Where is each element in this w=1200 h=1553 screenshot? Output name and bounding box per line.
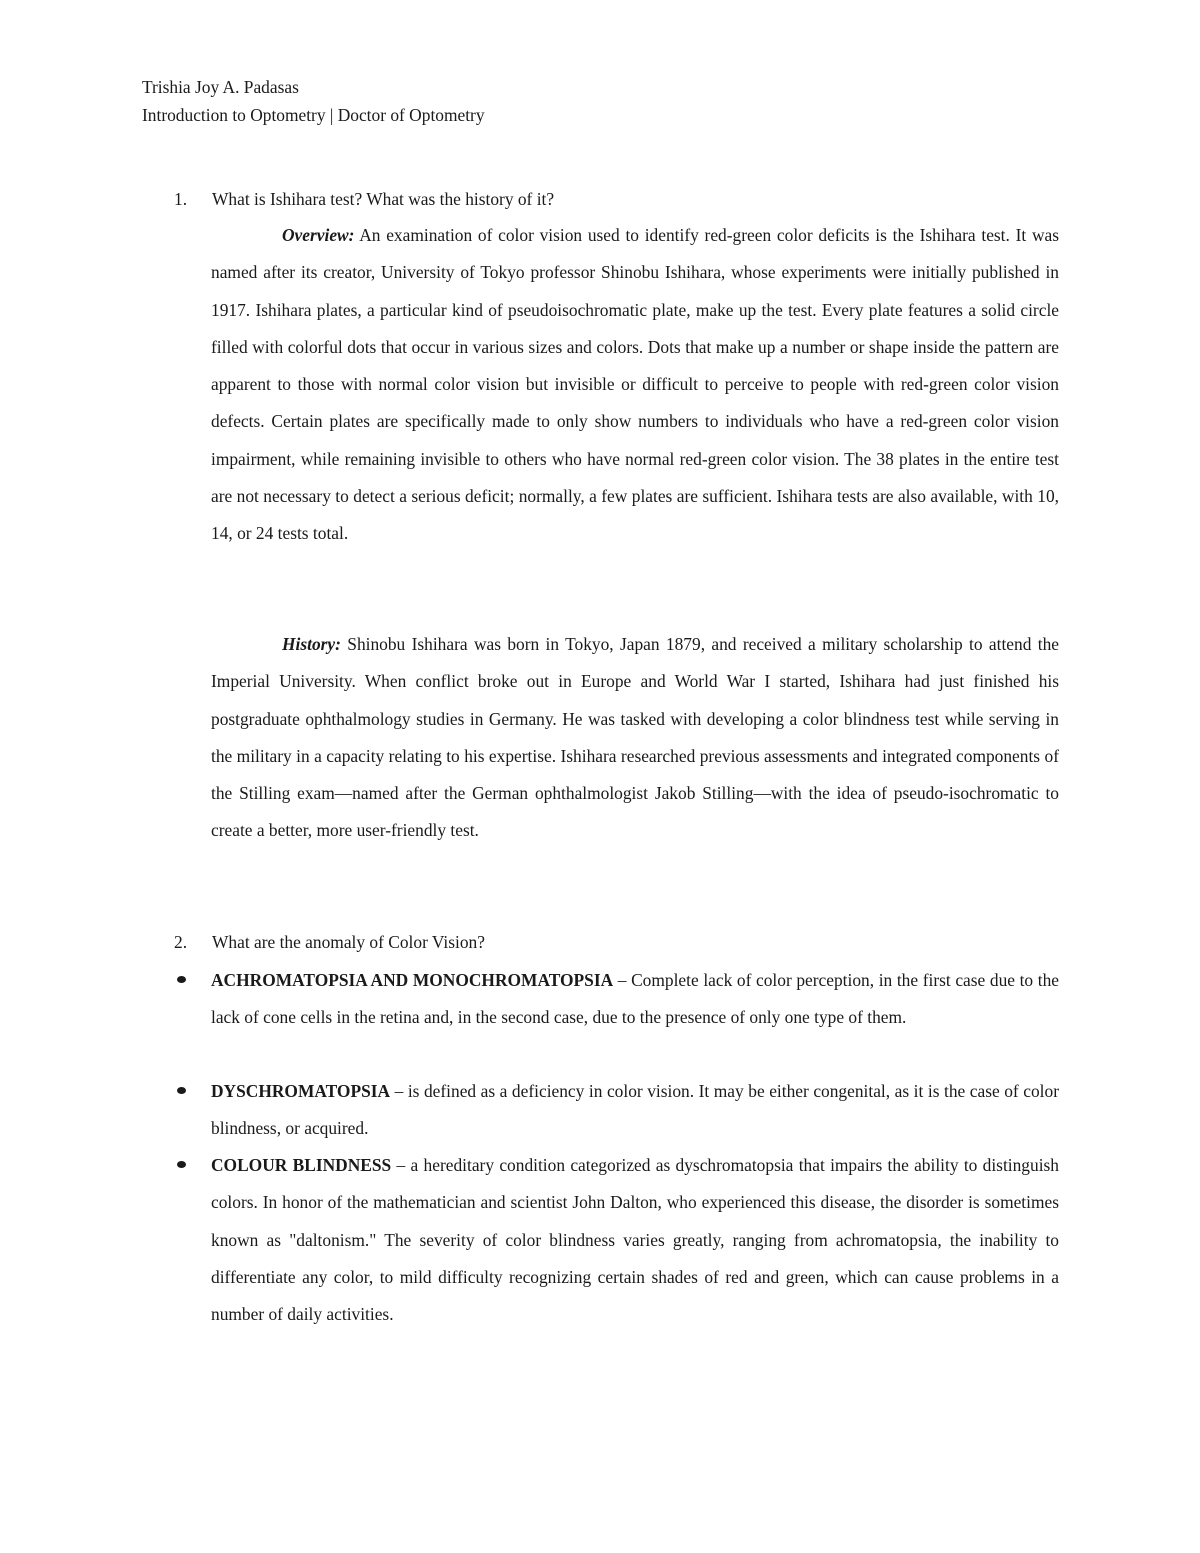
history-label: History: bbox=[282, 634, 341, 654]
list-item-dyschromatopsia bbox=[211, 1073, 1059, 1148]
list-item-term: DYSCHROMATOPSIA bbox=[211, 1081, 391, 1101]
overview-text: An examination of color vision used to identify red-green color deficits is the Ishihara test. It was named after its creator, University of Tokyo professor Shinobu Ishihara, whose experiments were initially published in 1917. Ishihara plates, a particular kind of pseudoisochromatic plate, make up the test. Every plate features a solid circle filled with colorful dots that occur in various sizes and colors. Dots that make up a number or shape inside the pattern are apparent to those with normal color vision but invisible or difficult to perceive to people with red-green color vision defects. Certain plates are specifically made to only show numbers to individuals who have a red-green color vision impairment, while remaining invisible to others who have normal red-green color vision. The 38 plates in the entire test are not necessary to detect a serious deficit; normally, a few plates are sufficient. Ishihara tests are also available, with 10, 14, or 24 tests total. bbox=[211, 225, 1059, 544]
list-item-text: – Complete lack of color perception, in the first case due to the lack of cone cells in the retina and, in the second case, due to the presence of only one type of them. bbox=[211, 970, 1059, 1028]
history-paragraph bbox=[211, 626, 1059, 850]
history-text: Shinobu Ishihara was born in Tokyo, Japan 1879, and received a military scholarship to attend the Imperial University. When conflict broke out in Europe and World War I started, Ishihara had just finished his postgraduate ophthalmology studies in Germany. He was tasked with developing a color blindness test while serving in the military in a capacity relating to his expertise. Ishihara researched previous assessments and integrated components of the Stilling exam—named after the German ophthalmologist Jakob Stilling—with the idea of pseudo-isochromatic to create a better, more user-friendly test. bbox=[211, 634, 1059, 841]
list-item-colour-blindness bbox=[211, 1147, 1059, 1333]
document-header bbox=[142, 73, 485, 129]
list-item-term: COLOUR BLINDNESS bbox=[211, 1155, 392, 1175]
bullet-icon bbox=[177, 1161, 186, 1168]
list-item-text: – a hereditary condition categorized as dyschromatopsia that impairs the ability to distinguish colors. In honor of the mathematician and scientist John Dalton, who experienced this disease, the disorder is sometimes known as "daltonism." The severity of color blindness varies greatly, ranging from achromatopsia, the inability to differentiate any color, to mild difficulty recognizing certain shades of red and green, which can cause problems in a number of daily activities. bbox=[211, 1155, 1059, 1325]
list-item-achromatopsia bbox=[211, 962, 1059, 1037]
bullet-icon bbox=[177, 976, 186, 983]
question-number: 2. bbox=[174, 932, 188, 952]
overview-label: Overview: bbox=[282, 225, 355, 245]
list-item-text: – is defined as a deficiency in color vision. It may be either congenital, as it is the case of color blindness, or acquired. bbox=[211, 1081, 1059, 1139]
course-line: Introduction to Optometry | Doctor of Optometry bbox=[142, 105, 485, 125]
question-text: What is Ishihara test? What was the history of it? bbox=[212, 189, 555, 209]
question-2 bbox=[174, 929, 485, 955]
question-text: What are the anomaly of Color Vision? bbox=[212, 932, 485, 952]
question-number: 1. bbox=[174, 189, 188, 209]
overview-paragraph bbox=[211, 217, 1059, 553]
bullet-icon bbox=[177, 1087, 186, 1094]
author-name: Trishia Joy A. Padasas bbox=[142, 77, 299, 97]
question-1 bbox=[174, 186, 554, 212]
list-item-term: ACHROMATOPSIA AND MONOCHROMATOPSIA bbox=[211, 970, 614, 990]
